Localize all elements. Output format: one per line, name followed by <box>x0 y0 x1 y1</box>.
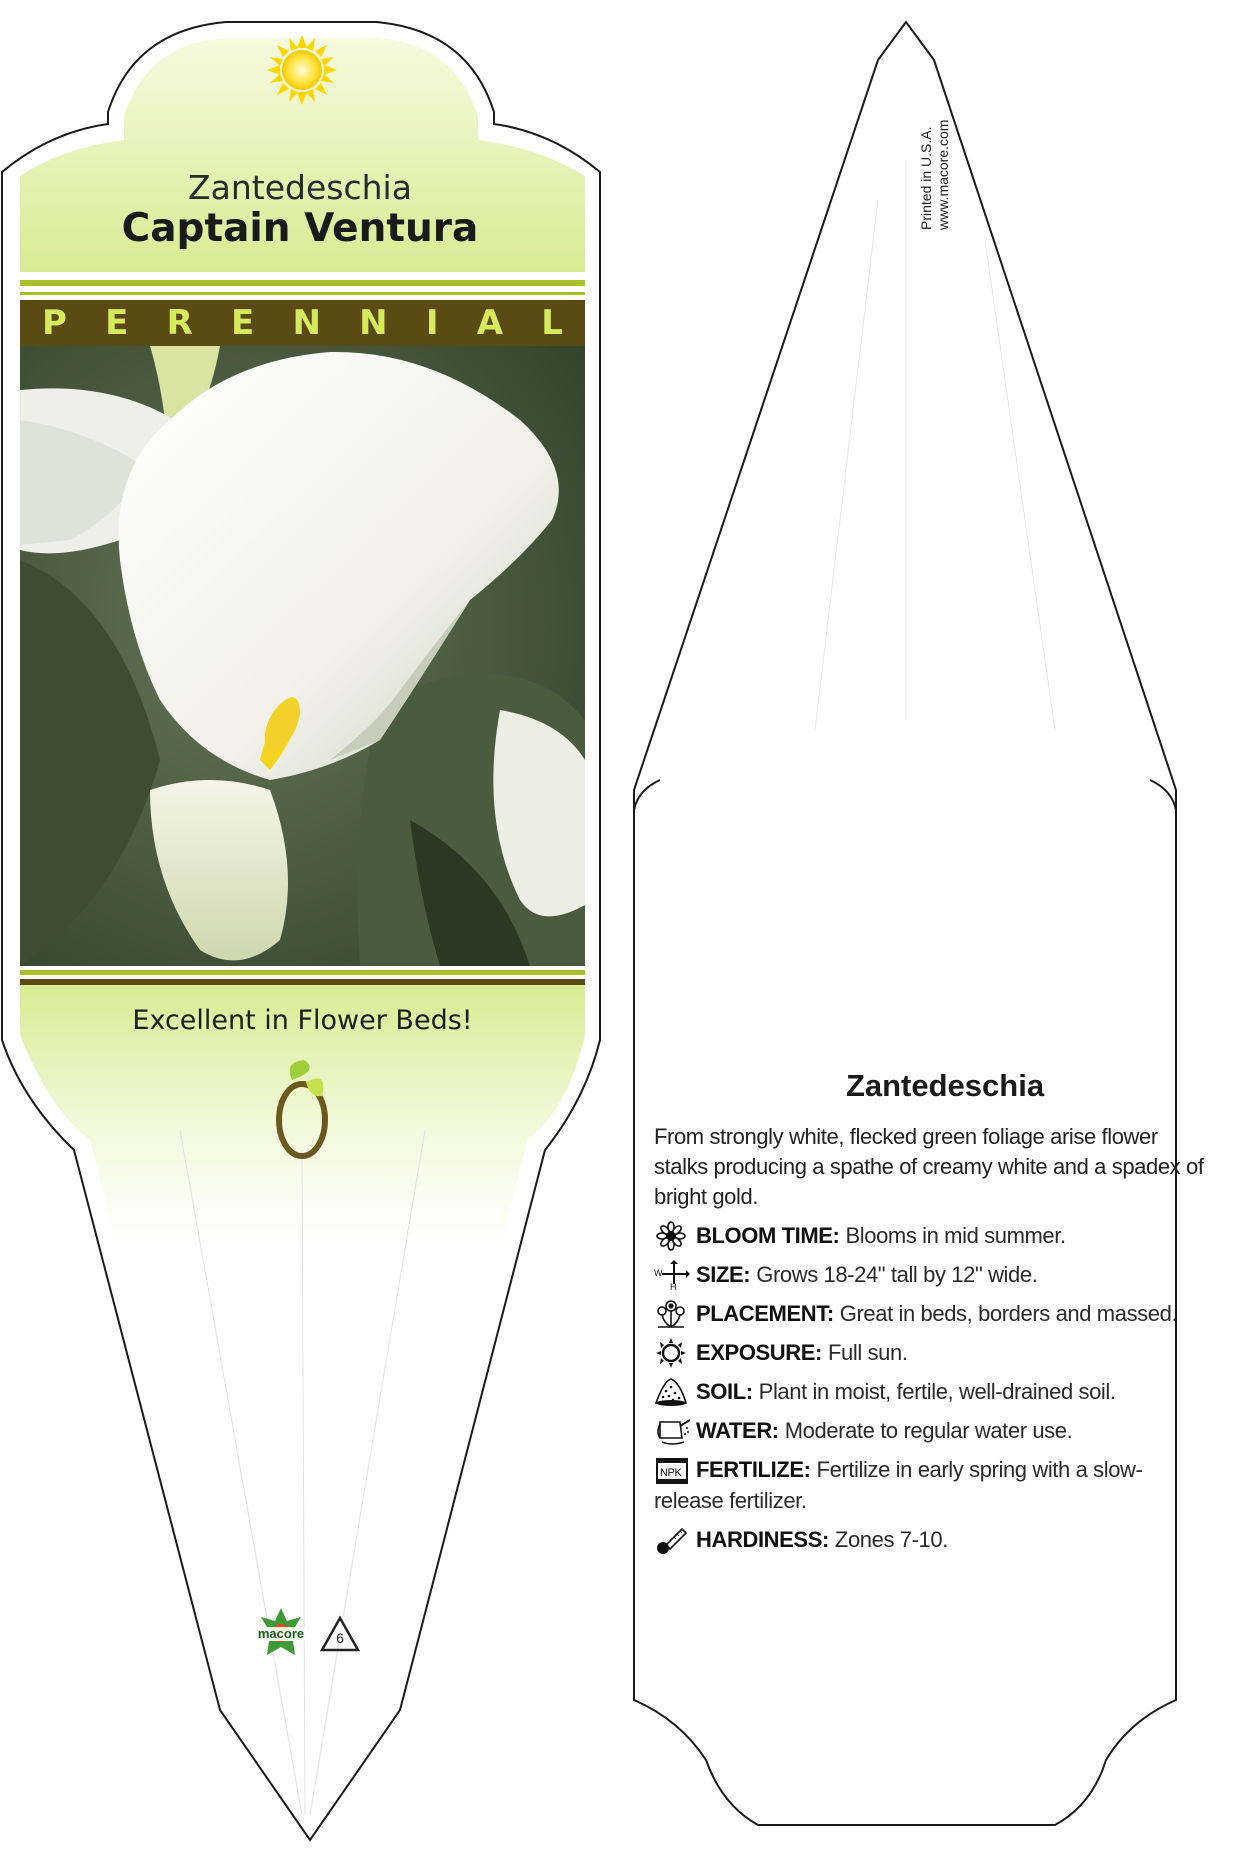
feature-hardiness <box>654 1525 1210 1555</box>
feature-text: Great in beds, borders and massed. <box>839 1301 1178 1326</box>
banner-letter: L <box>541 303 563 343</box>
banner-letter: E <box>105 303 129 343</box>
front-genus-name: Zantedeschia <box>188 168 412 207</box>
npk-text: NPK <box>660 1467 682 1480</box>
banner-letter: N <box>292 303 321 343</box>
recycle-code: 6 <box>336 1630 344 1646</box>
size-arrows-icon <box>654 1260 696 1290</box>
placement-icon <box>654 1299 696 1329</box>
feature-label: EXPOSURE: <box>696 1340 822 1365</box>
feature-exposure <box>654 1338 1210 1368</box>
perennial-banner-text <box>20 302 585 344</box>
care-info-panel <box>650 1068 1210 1555</box>
feature-text: Blooms in mid summer. <box>845 1223 1066 1248</box>
feature-label: BLOOM TIME: <box>696 1223 840 1248</box>
npk-icon <box>654 1456 696 1486</box>
banner-letter: N <box>359 303 388 343</box>
feature-label: HARDINESS: <box>696 1527 829 1553</box>
banner-letter: R <box>166 303 193 343</box>
feature-text: Fertilize in early spring with a slow-release fertilizer. <box>654 1457 1143 1514</box>
size-w-label: W <box>654 1268 663 1278</box>
thermometer-icon <box>654 1525 696 1555</box>
flower-icon <box>654 1221 696 1251</box>
feature-text: Moderate to regular water use. <box>784 1418 1073 1443</box>
front-tagline: Excellent in Flower Beds! <box>132 1005 473 1036</box>
printed-in-label <box>918 120 952 230</box>
website-line: www.macore.com <box>935 119 951 230</box>
size-h-label: H <box>670 1282 677 1290</box>
macore-brand-text: macore <box>257 1626 305 1641</box>
feature-soil <box>654 1377 1210 1407</box>
printed-line: Printed in U.S.A. <box>918 126 934 230</box>
feature-label: SIZE: <box>696 1262 751 1287</box>
front-cultivar-name: Captain Ventura <box>121 206 479 251</box>
feature-bloom-time <box>654 1221 1210 1251</box>
feature-label: WATER: <box>696 1418 779 1443</box>
feature-text: Plant in moist, fertile, well-drained soil. <box>758 1379 1116 1404</box>
watering-can-icon <box>654 1416 696 1446</box>
feature-size <box>654 1260 1210 1290</box>
feature-text: Zones 7-10. <box>834 1527 948 1553</box>
sun-icon <box>267 35 337 105</box>
sun-icon <box>654 1338 696 1368</box>
feature-fertilize <box>654 1455 1210 1516</box>
plant-description: From strongly white, flecked green foliage arise flower stalks producing a spathe of creamy white and a spadex of bright gold. <box>654 1124 1204 1209</box>
soil-icon <box>654 1377 696 1407</box>
back-title: Zantedeschia <box>845 1068 1045 1103</box>
banner-letter: I <box>425 303 439 343</box>
flower-photo <box>20 346 585 966</box>
banner-letter: E <box>231 303 255 343</box>
feature-label: PLACEMENT: <box>696 1301 834 1326</box>
feature-water <box>654 1416 1210 1446</box>
feature-label: SOIL: <box>696 1379 753 1404</box>
feature-label: FERTILIZE: <box>696 1457 811 1482</box>
feature-placement <box>654 1299 1210 1329</box>
feature-text: Full sun. <box>827 1340 908 1365</box>
banner-letter: P <box>42 303 67 343</box>
feature-text: Grows 18-24" tall by 12" wide. <box>756 1262 1038 1287</box>
banner-letter: A <box>476 303 504 343</box>
